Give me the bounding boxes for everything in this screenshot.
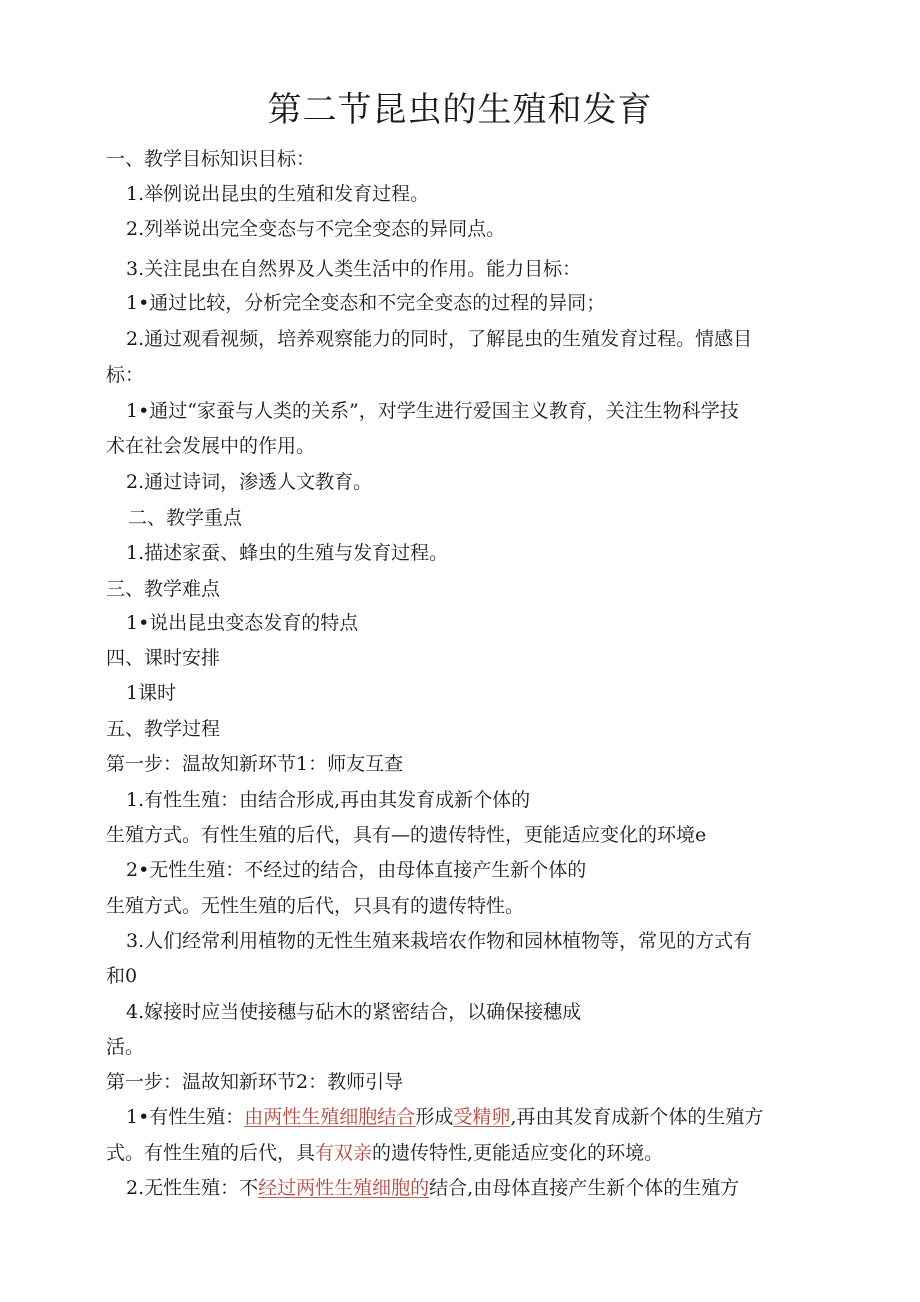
review-question-1: 1.有性生殖：由结合形成,再由其发育成新个体的 xyxy=(126,789,531,811)
answer-1-cont xyxy=(106,1140,663,1166)
answer-1-cont-fill: 有双亲 xyxy=(315,1142,373,1164)
review-question-2: 2•无性生殖：不经过的结合，由母体直接产生新个体的 xyxy=(126,859,587,881)
answer-1-cont-text-b: 的遗传特性,更能适应变化的环境。 xyxy=(372,1142,664,1164)
review-question-2-cont: 生殖方式。无性生殖的后代，只具有的遗传特性。 xyxy=(106,895,525,917)
answer-1-fill-b: 受精卵 xyxy=(453,1106,511,1128)
page-title: 第二节昆虫的生殖和发育 xyxy=(267,90,653,130)
answer-1-text-c: ,再由其发育成新个体的生殖方 xyxy=(510,1106,764,1128)
section-heading-key-points: 二、教学重点 xyxy=(128,507,243,529)
knowledge-objective-1: 1.举例说出昆虫的生殖和发育过程。 xyxy=(126,183,430,205)
key-point-1: 1.描述家蚕、蜂虫的生殖与发育过程。 xyxy=(126,542,449,564)
answer-1-fill-a: 由两性生殖细胞结合 xyxy=(244,1106,416,1128)
answer-2-text-a: 2.无性生殖：不 xyxy=(126,1177,259,1199)
step-heading-2: 第一步：温故知新环节2：教师引导 xyxy=(106,1071,404,1093)
answer-2-text-b: 结合,由母体直接产生新个体的生殖方 xyxy=(429,1177,740,1199)
section-heading-difficulties: 三、教学难点 xyxy=(106,578,221,600)
knowledge-objective-3: 3.关注昆虫在自然界及人类生活中的作用。能力目标： xyxy=(126,258,582,280)
section-heading-schedule: 四、课时安排 xyxy=(106,647,221,669)
ability-objective-2-cont: 标： xyxy=(106,364,145,386)
answer-1 xyxy=(126,1104,763,1130)
section-heading-process: 五、教学过程 xyxy=(106,718,221,740)
difficulty-1: 1•说出昆虫变态发育的特点 xyxy=(126,612,359,634)
knowledge-objective-2: 2.列举说出完全变态与不完全变态的异同点。 xyxy=(126,218,506,240)
answer-2 xyxy=(126,1175,739,1201)
step-heading-1: 第一步：温故知新环节1：师友互查 xyxy=(106,753,404,775)
answer-1-text-b: 形成 xyxy=(415,1106,454,1128)
ability-objective-1: 1•通过比较，分析完全变态和不完全变态的过程的异同； xyxy=(126,292,606,314)
review-question-3: 3.人们经常利用植物的无性生殖来栽培农作物和园林植物等，常见的方式有 xyxy=(126,930,753,952)
review-question-4-cont: 活。 xyxy=(106,1036,145,1058)
answer-2-fill: 经过两性生殖细胞的 xyxy=(258,1177,430,1199)
emotion-objective-2: 2.通过诗词，渗透人文教育。 xyxy=(126,471,373,493)
section-heading-objectives: 一、教学目标知识目标： xyxy=(106,148,316,170)
review-question-3-cont: 和0 xyxy=(106,965,138,987)
emotion-objective-1-cont: 术在社会发展中的作用。 xyxy=(106,435,316,457)
ability-objective-2: 2.通过观看视频，培养观察能力的同时，了解昆虫的生殖发育过程。情感目 xyxy=(126,328,753,350)
emotion-objective-1: 1•通过“家蚕与人类的关系”，对学生进行爱国主义教育，关注生物科学技 xyxy=(126,400,739,422)
answer-1-cont-text-a: 式。有性生殖的后代，具 xyxy=(106,1142,316,1164)
answer-1-text-a: 1•有性生殖： xyxy=(126,1106,245,1128)
review-question-1-cont: 生殖方式。有性生殖的后代，具有—的遗传特性，更能适应变化的环境e xyxy=(106,824,707,846)
schedule-1: 1课时 xyxy=(126,682,177,704)
review-question-4: 4.嫁接时应当使接穗与砧木的紧密结合，以确保接穗成 xyxy=(126,1001,582,1023)
